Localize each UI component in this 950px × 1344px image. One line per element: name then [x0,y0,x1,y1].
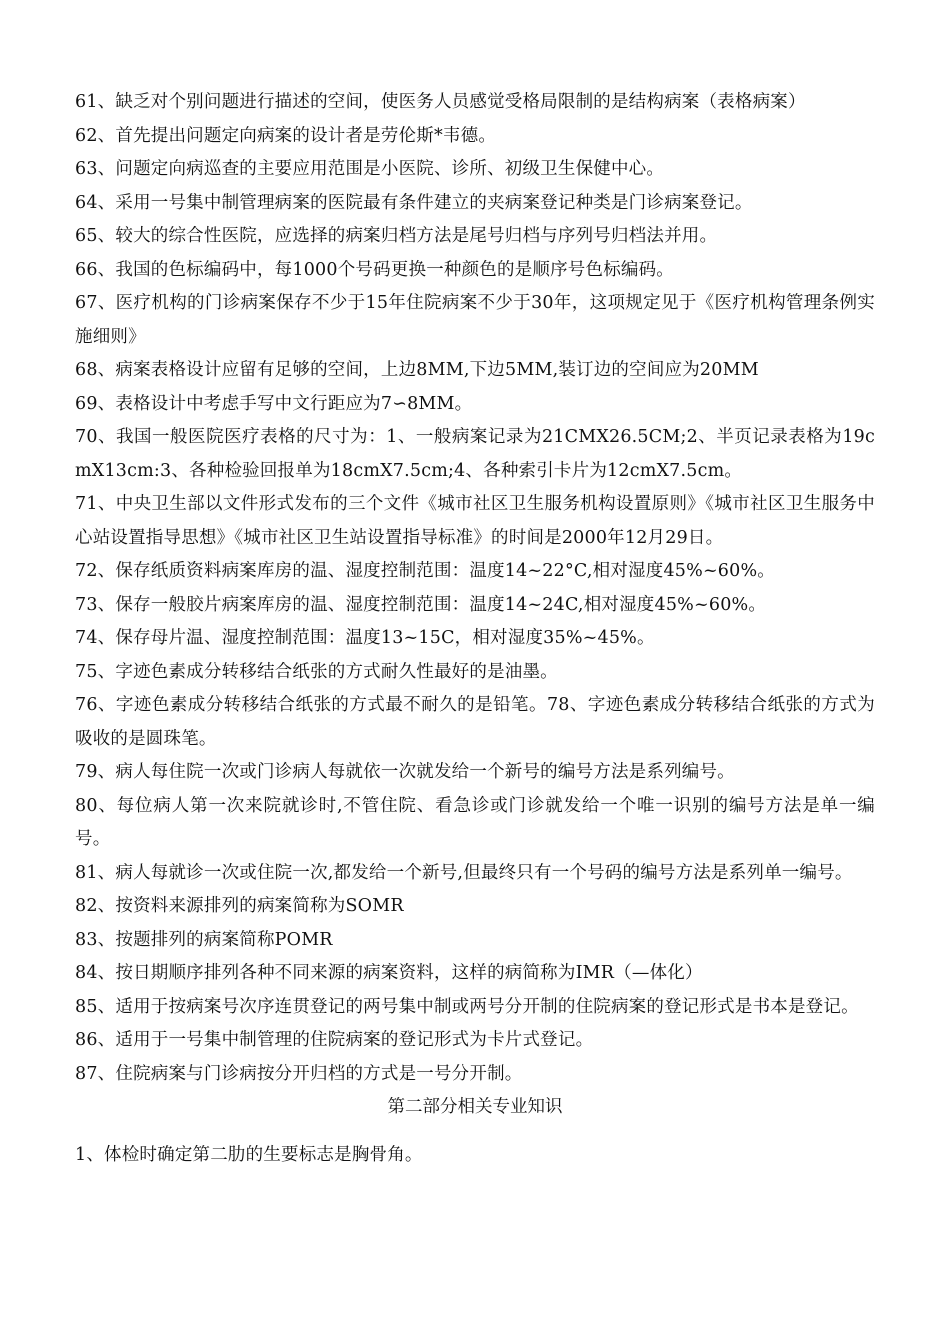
list-item: 71、中央卫生部以文件形式发布的三个文件《城市社区卫生服务机构设置原则》《城市社区卫生服务中心站设置指导思想》《城市社区卫生站设置指导标准》的时间是2000年12月29日。 [75,494,875,548]
list-item: 81、病人每就诊一次或住院一次,都发给一个新号,但最终只有一个号码的编号方法是系列单一编号。 [75,862,853,883]
section-spacer [75,1125,875,1139]
list-item: 1、体检时确定第二肋的生要标志是胸骨角。 [75,1144,423,1165]
list-item: 85、适用于按病案号次序连贯登记的两号集中制或两号分开制的住院病案的登记形式是书本是登记。 [75,996,859,1017]
list-item: 64、采用一号集中制管理病案的医院最有条件建立的夹病案登记种类是门诊病案登记。 [75,192,753,213]
list-item: 68、病案表格设计应留有足够的空间，上边8MM,下边5MM,装订边的空间应为20MM [75,360,759,380]
list-item: 74、保存母片温、湿度控制范围：温度13~15C，相对湿度35%~45%。 [75,628,655,648]
list-item: 70、我国一般医院医疗表格的尺寸为：1、一般病案记录为21CMX26.5CM;2、半页记录表格为19cmX13cm:3、各种检验回报单为18cmX7.5cm;4、各种索引卡片为12cmX7.5cm。 [75,427,875,481]
list-item: 63、问题定向病巡查的主要应用范围是小医院、诊所、初级卫生保健中心。 [75,159,665,179]
list-item: 61、缺乏对个别问题进行描述的空间，使医务人员感觉受格局限制的是结构病案（表格病案） [75,92,806,112]
list-item: 75、字迹色素成分转移结合纸张的方式耐久性最好的是油墨。 [75,661,558,682]
list-item: 69、表格设计中考虑手写中文行距应为7∽8MM。 [75,393,473,414]
list-item: 80、每位病人第一次来院就诊时,不管住院、看急诊或门诊就发给一个唯一识别的编号方法是单一编号。 [75,795,875,849]
list-item: 66、我国的色标编码中，每1000个号码更换一种颜色的是顺序号色标编码。 [75,259,675,280]
list-item: 83、按题排列的病案简称POMR [75,929,333,950]
list-item: 65、较大的综合性医院，应选择的病案归档方法是尾号归档与序列号归档法并用。 [75,226,718,246]
list-item: 73、保存一般胶片病案库房的温、湿度控制范围：温度14~24C,相对湿度45%~60%。 [75,594,767,615]
section-heading: 第二部分相关专业知识 [387,1097,563,1117]
list-item: 72、保存纸质资料病案库房的温、湿度控制范围：温度14~22°C,相对湿度45%~60%。 [75,561,775,581]
document-body [75,86,875,1172]
list-item: 86、适用于一号集中制管理的住院病案的登记形式为卡片式登记。 [75,1030,594,1050]
list-item: 84、按日期顺序排列各种不同来源的病案资料，这样的病简称为IMR（—体化） [75,963,703,983]
list-item: 82、按资料来源排列的病案简称为SOMR [75,896,404,916]
list-item: 87、住院病案与门诊病按分开归档的方式是一号分开制。 [75,1063,523,1084]
list-item: 76、字迹色素成分转移结合纸张的方式最不耐久的是铅笔。78、字迹色素成分转移结合纸张的方式为吸收的是圆珠笔。 [75,695,875,749]
list-item: 79、病人每住院一次或门诊病人每就依一次就发给一个新号的编号方法是系列编号。 [75,762,735,782]
list-item: 62、首先提出问题定向病案的设计者是劳伦斯*韦德。 [75,125,497,146]
list-item: 67、医疗机构的门诊病案保存不少于15年住院病案不少于30年，这项规定见于《医疗机构管理条例实施细则》 [75,293,875,347]
